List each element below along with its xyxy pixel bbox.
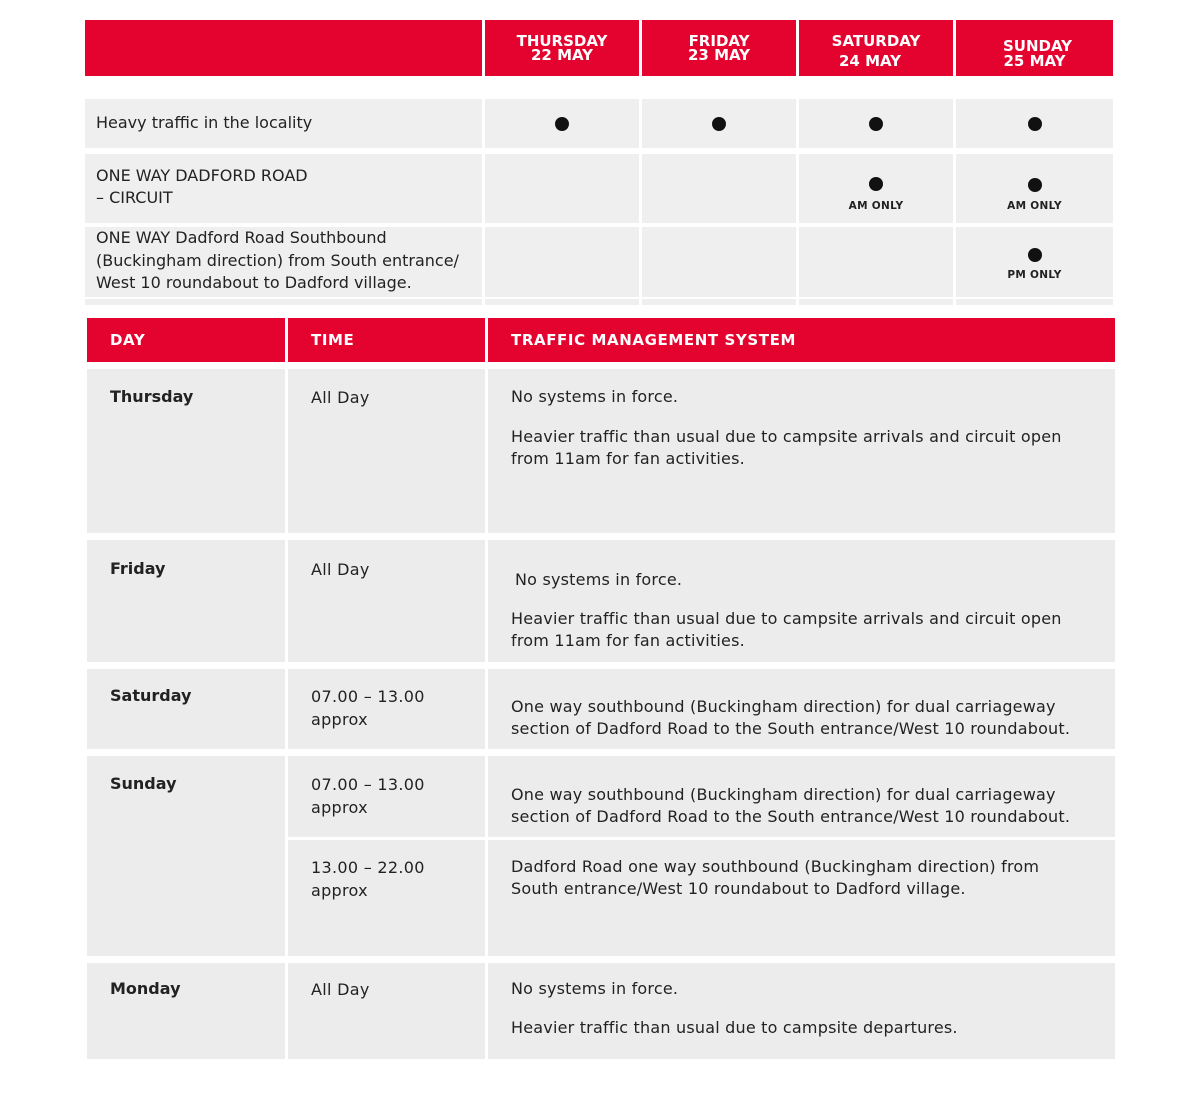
system-text: Heavier traffic than usual due to campsite arrivals and circuit open [511,609,1062,628]
mark-cell [956,154,1113,223]
time-label: All Day [311,980,370,999]
time-label: approx [311,710,368,729]
day-label: Saturday [110,686,192,705]
mark-cell [799,154,956,223]
mark-cell [956,227,1113,297]
row-label-line: ONE WAY DADFORD ROAD [96,166,308,185]
cell-day-saturday [87,669,285,749]
mark-cell [799,99,956,148]
system-text: section of Dadford Road to the South entrance/West 10 roundabout. [511,807,1071,826]
header-day-name: SUNDAY [1002,37,1073,55]
system-text: South entrance/West 10 roundabout to Dadford village. [511,879,966,898]
system-text: Heavier traffic than usual due to campsite arrivals and circuit open [511,427,1062,446]
system-text: One way southbound (Buckingham direction) for dual carriageway [511,785,1056,804]
header-day-name: FRIDAY [688,32,750,50]
mark-note: AM ONLY [1007,200,1062,212]
time-label: 07.00 – 13.00 [311,775,425,794]
time-label: 13.00 – 22.00 [311,858,425,877]
mark-cell [642,227,799,297]
cell-system-monday [488,963,1115,1059]
mark-note: AM ONLY [848,200,904,212]
column-header-system: TRAFFIC MANAGEMENT SYSTEM [488,318,1115,362]
time-label: approx [311,881,368,900]
row-label-line: – CIRCUIT [96,188,173,207]
cell-time-friday [288,540,485,662]
day-label: Sunday [110,774,177,793]
header-sunday [956,20,1113,76]
system-text: No systems in force. [511,387,679,406]
header-saturday [799,20,956,76]
mark-cell [799,227,956,297]
cell-day-monday [87,963,285,1059]
closure-dates-table [85,20,1113,292]
dates-row-one-way-circuit [85,154,1113,223]
header-day-name: THURSDAY [516,32,608,50]
dates-header-row [85,20,1113,76]
row-label-line: West 10 roundabout to Dadford village. [96,273,412,292]
cell-time-sunday-pm [288,840,485,956]
system-text: section of Dadford Road to the South entrance/West 10 roundabout. [511,719,1071,738]
cell-system-sunday-am [488,756,1115,837]
day-mark-dot [1028,248,1042,262]
day-label: Monday [110,979,181,998]
header-thursday [485,20,642,76]
cell-day-thursday [87,369,285,533]
system-text: One way southbound (Buckingham direction) for dual carriageway [511,697,1056,716]
day-label: Friday [110,559,166,578]
cell-time-monday [288,963,485,1059]
day-mark-dot [712,117,726,131]
header-day-date: 22 MAY [530,46,594,64]
table-bottom-strip [85,299,1113,305]
time-label: All Day [311,560,370,579]
header-day-date: 24 MAY [838,52,902,70]
header-day-name: SATURDAY [831,32,921,50]
cell-system-saturday [488,669,1115,749]
column-header-time: TIME [288,318,485,362]
day-label: Thursday [110,387,194,406]
day-mark-dot [1028,117,1042,131]
system-text: No systems in force. [511,979,679,998]
column-header-day: DAY [87,318,285,362]
cell-day-sunday [87,756,285,956]
cell-system-sunday-pm [488,840,1115,956]
mark-note: PM ONLY [1007,269,1062,281]
cell-time-thursday [288,369,485,533]
day-mark-dot [869,117,883,131]
system-text: Heavier traffic than usual due to campsite departures. [511,1018,958,1037]
header-blank-cell [85,20,485,76]
row-label-cell [85,227,485,297]
time-label: All Day [311,388,370,407]
system-text: No systems in force. [515,570,683,589]
time-label: approx [311,798,368,817]
header-day-date: 25 MAY [1003,52,1066,70]
time-label: 07.00 – 13.00 [311,687,425,706]
mark-cell [642,154,799,223]
row-label-cell [85,154,485,223]
row-label-line: ONE WAY Dadford Road Southbound [96,228,387,247]
row-label-line: (Buckingham direction) from South entrance/ [96,251,459,270]
cell-system-friday [488,540,1115,662]
header-day-date: 23 MAY [687,46,751,64]
dates-row-heavy-traffic [85,99,1113,148]
cell-system-thursday [488,369,1115,533]
row-label-cell [85,99,485,148]
day-mark-dot [1028,178,1042,192]
day-mark-dot [869,177,883,191]
row-label-line: Heavy traffic in the locality [96,113,313,132]
system-text: from 11am for fan activities. [511,449,745,468]
mark-cell [485,99,642,148]
mark-cell [485,154,642,223]
system-text: from 11am for fan activities. [511,631,745,650]
dates-row-one-way-southbound [85,227,1113,297]
mark-cell [485,227,642,297]
cell-time-sunday-am [288,756,485,837]
cell-day-friday [87,540,285,662]
mark-cell [956,99,1113,148]
header-friday [642,20,799,76]
day-mark-dot [555,117,569,131]
system-text: Dadford Road one way southbound (Buckingham direction) from [511,857,1040,876]
cell-time-saturday [288,669,485,749]
mark-cell [642,99,799,148]
